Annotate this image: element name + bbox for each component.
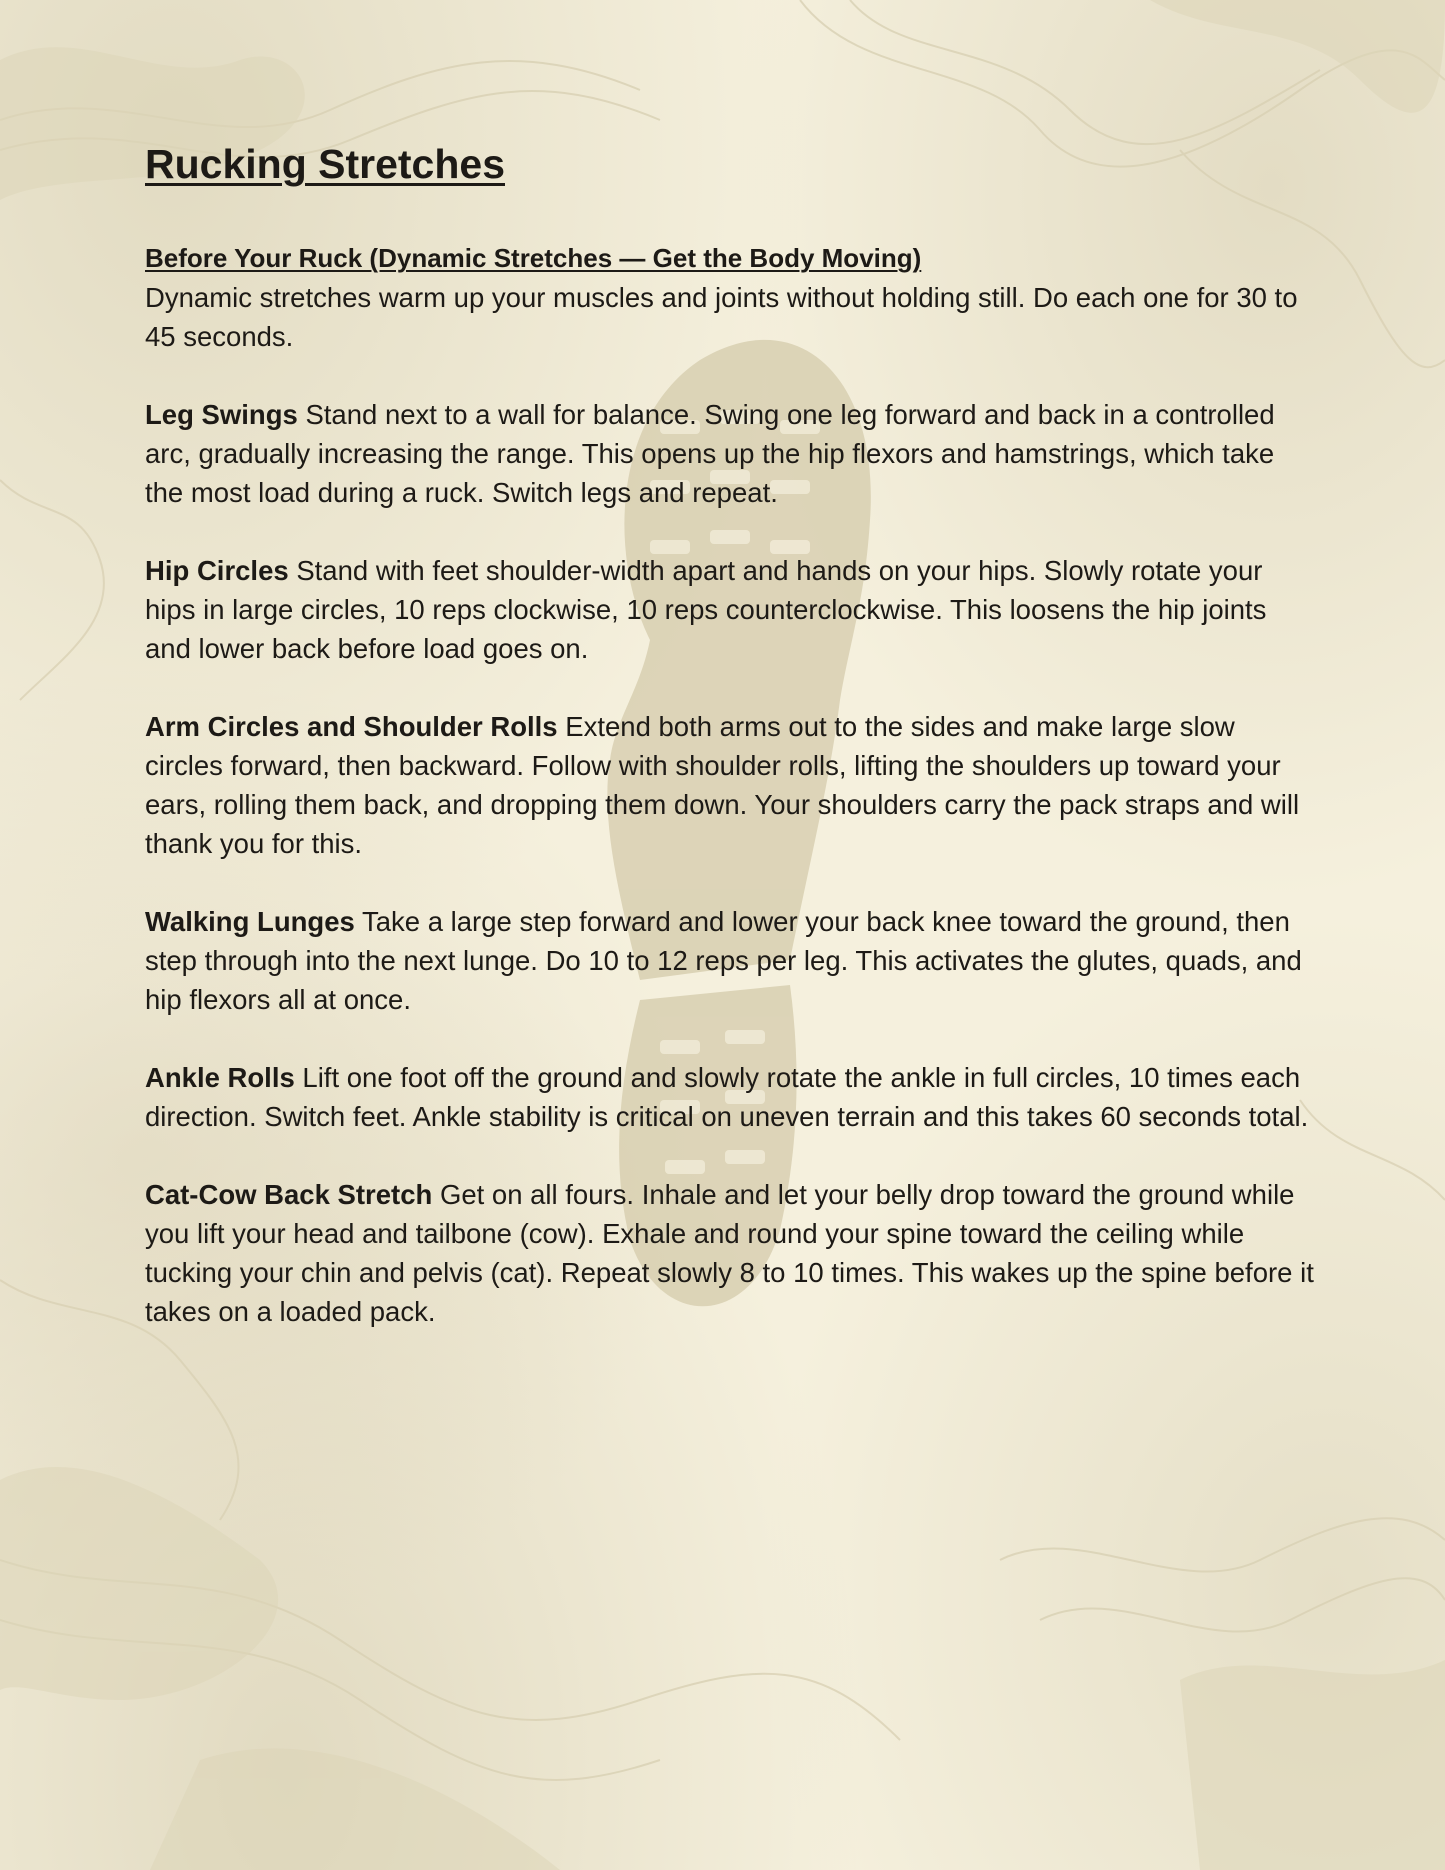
stretch-description: Stand with feet shoulder-width apart and hands on your hips. Slowly rotate your hips in large circles, 10 reps clockwise, 10 reps counterclockwise. This loosens the hip joints and lower back before load goes on. (145, 555, 1267, 665)
stretch-name: Cat-Cow Back Stretch (145, 1179, 433, 1211)
page-title: Rucking Stretches (145, 141, 505, 187)
stretch-name: Hip Circles (145, 555, 289, 587)
stretch-description: Get on all fours. Inhale and let your belly drop toward the ground while you lift your head and tailbone (cow). Exhale and round your spine toward the ceiling while tucking your chin and pelvis (cat). Repeat slowly 8 to 10 times. This wakes up the spine before it takes on a loaded pack. (145, 1179, 1314, 1328)
stretch-item-ankle-rolls (145, 1058, 1315, 1136)
stretch-item-walking-lunges (145, 902, 1315, 1019)
stretch-description: Lift one foot off the ground and slowly rotate the ankle in full circles, 10 times each direction. Switch feet. Ankle stability is critical on uneven terrain and this takes 60 seconds total. (145, 1062, 1309, 1133)
stretch-name: Walking Lunges (145, 906, 355, 938)
document-content (145, 140, 1315, 1370)
stretch-item-arm-circles (145, 707, 1315, 863)
stretch-name: Arm Circles and Shoulder Rolls (145, 711, 558, 743)
stretch-item-hip-circles (145, 551, 1315, 668)
stretch-item-leg-swings (145, 395, 1315, 512)
section-heading: Before Your Ruck (Dynamic Stretches — Get the Body Moving) (145, 243, 922, 274)
stretch-name: Ankle Rolls (145, 1062, 295, 1094)
section-intro: Dynamic stretches warm up your muscles and joints without holding still. Do each one for 30 to 45 seconds. (145, 282, 1298, 353)
stretch-description: Take a large step forward and lower your back knee toward the ground, then step through into the next lunge. Do 10 to 12 reps per leg. This activates the glutes, quads, and hip flexors all at once. (145, 906, 1302, 1016)
stretch-description: Extend both arms out to the sides and make large slow circles forward, then backward. Follow with shoulder rolls, lifting the shoulders up toward your ears, rolling them back, and dropping them down. Your shoulders carry the pack straps and will thank you for this. (145, 711, 1300, 860)
stretch-name: Leg Swings (145, 399, 298, 431)
stretch-description: Stand next to a wall for balance. Swing one leg forward and back in a controlled arc, gradually increasing the range. This opens up the hip flexors and hamstrings, which take the most load during a ruck. Switch legs and repeat. (145, 399, 1275, 509)
stretch-item-cat-cow (145, 1175, 1315, 1331)
